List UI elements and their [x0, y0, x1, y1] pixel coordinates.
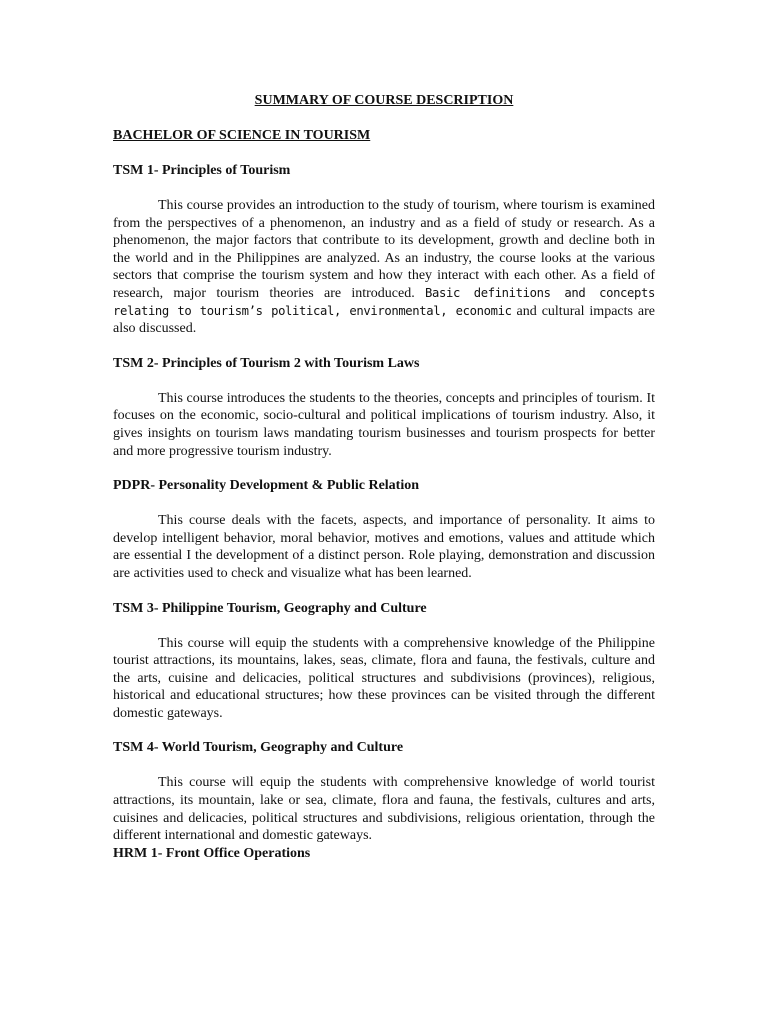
course-title-pdpr: PDPR- Personality Development & Public Relation	[113, 478, 420, 494]
course-description-tsm4: This course will equip the students with comprehensive knowledge of world tourist attractions, its mountain, lake or sea, climate, flora and fauna, the festivals, cultures and arts, cuisines and delicacies, political structures and subdivisions, religious orientation, through the different international and domestic gateways.	[113, 775, 655, 844]
course-description-tsm1-part3: and cultural impacts are also discussed.	[113, 303, 655, 337]
document-page	[113, 92, 655, 880]
course-title-hrm1: HRM 1- Front Office Operations	[113, 845, 311, 861]
course-title-tsm4: TSM 4- World Tourism, Geography and Culture	[113, 740, 404, 756]
course-title-tsm2: TSM 2- Principles of Tourism 2 with Tourism Laws	[113, 355, 420, 371]
course-description-pdpr: This course deals with the facets, aspects, and importance of personality. It aims to develop intelligent behavior, moral behavior, motives and emotions, values and attitude which are essential I the development of a distinct person. Role playing, demonstration and discussion are activities used to check and visualize what has been learned.	[113, 513, 655, 581]
course-description-tsm1	[113, 197, 655, 338]
course-description-tsm1-part2: Basic definitions and concepts relating to tourism’s political, environmental, economic	[113, 285, 655, 318]
course-title-tsm1: TSM 1- Principles of Tourism	[113, 163, 291, 178]
course-description-tsm1-part1: This course provides an introduction to the study of tourism, where tourism is examined from the perspectives of a phenomenon, an industry and as a field of study or research. As a phenomenon, the major factors that contribute to its development, growth and decline both in the world and in the Philippines are analyzed. As an industry, the course looks at the various sectors that comprise the tourism system and how they interact with each other. As a field of research, major tourism theories are introduced.	[113, 198, 655, 301]
program-title: BACHELOR OF SCIENCE IN TOURISM	[113, 128, 371, 143]
course-title-tsm3: TSM 3- Philippine Tourism, Geography and Culture	[113, 600, 427, 616]
document-title: SUMMARY OF COURSE DESCRIPTION	[254, 93, 514, 108]
course-description-tsm2: This course introduces the students to the theories, concepts and principles of tourism. It focuses on the economic, socio-cultural and political implications of tourism industry. Also, it gives insights on tourism laws mandating tourism businesses and tourism prospects for better and more progressive tourism industry.	[113, 390, 655, 459]
course-description-tsm3: This course will equip the students with a comprehensive knowledge of the Philippine tourist attractions, its mountains, lakes, seas, climate, flora and fauna, the festivals, culture and the arts, cuisine and delicacies, political structures and subdivisions (provinces), religious, historical and educational structures; how these provinces can be visited through the different domestic gateways.	[113, 635, 655, 721]
